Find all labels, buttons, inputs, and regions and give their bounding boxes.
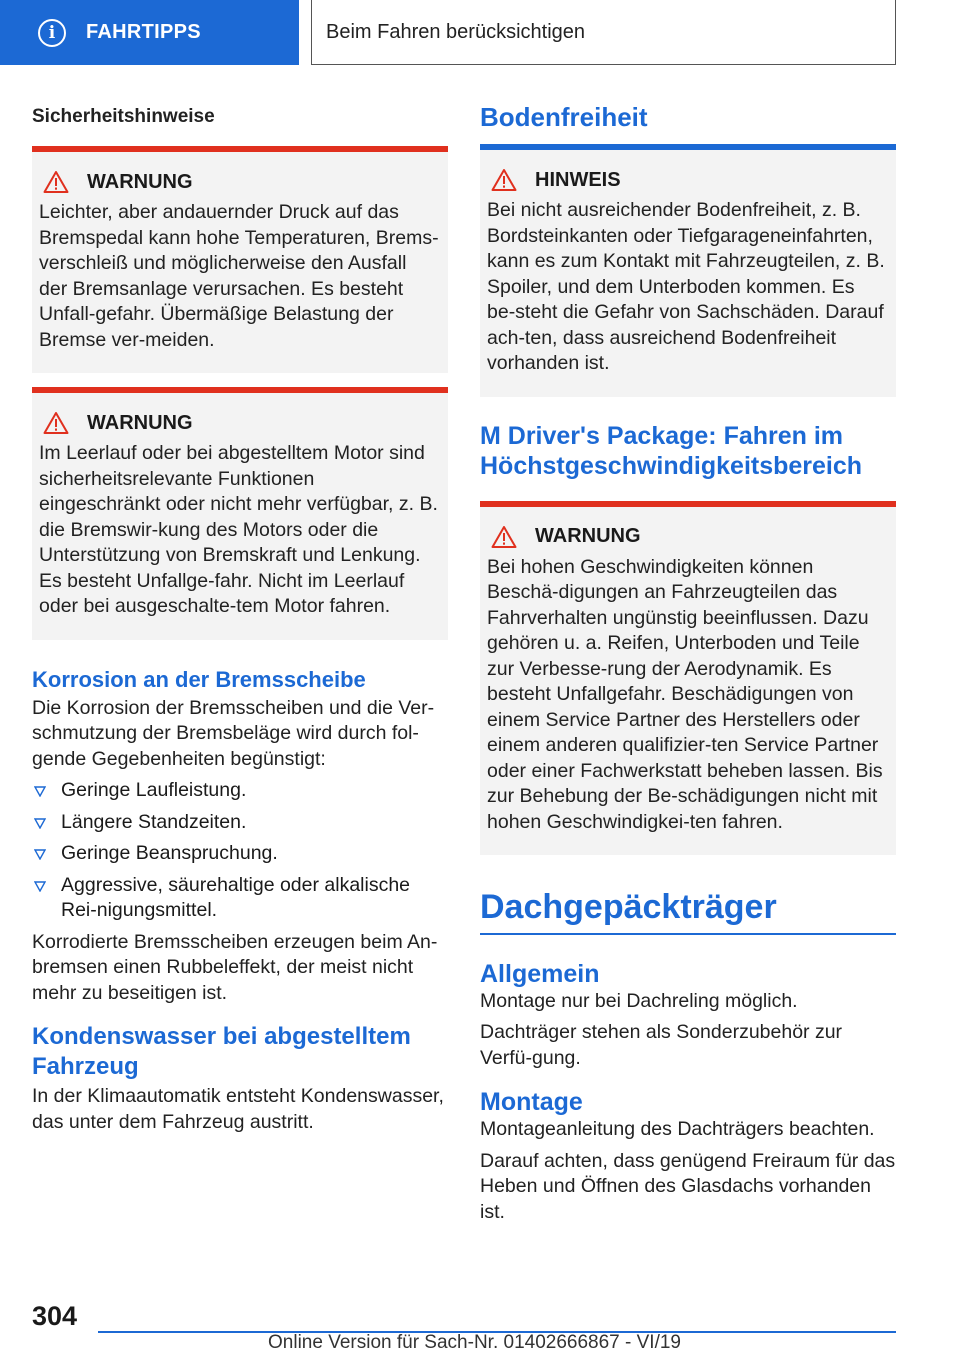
warning-triangle-icon xyxy=(43,411,69,435)
note-label: HINWEIS xyxy=(535,168,621,191)
warning-text: Im Leerlauf oder bei abgestelltem Motor sind sicherheitsrelevante Funktionen eingeschränkt oder nicht mehr verfügbar, z. B. die Bremswir-kung des Motors oder die Unterstützung von Bremskraft und Lenkung. Es besteht Unfallge-fahr. Nicht im Leerlauf oder bei ausgeschalte-tem Motor fahren. xyxy=(39,442,438,617)
chapter-tab-label: FAHRTIPPS xyxy=(86,21,201,43)
note-box xyxy=(480,144,896,397)
triangle-bullet-icon xyxy=(34,818,46,829)
warning-text: Leichter, aber andauernder Druck auf das Bremspedal kann hohe Temperaturen, Brems-verschleiß und möglicherweise den Ausfall der Bremsanlage verursachen. Es besteht Unfall-gefahr. Übermäßige Belastung der Bremse ver-meiden. xyxy=(39,201,439,351)
warning-box-2 xyxy=(32,387,448,640)
warning-triangle-icon xyxy=(43,170,69,194)
left-column xyxy=(32,100,448,1135)
info-icon: i xyxy=(38,19,66,47)
warning-triangle-icon xyxy=(491,168,517,192)
triangle-bullet-icon xyxy=(34,786,46,797)
footer-text: Online Version für Sach-Nr. 01402666867 - VI/19 xyxy=(268,1332,681,1353)
warning-title xyxy=(43,170,440,194)
warning-label: WARNUNG xyxy=(535,525,641,547)
triangle-bullet-icon xyxy=(34,849,46,860)
heading-m-drivers-package: M Driver's Package: Fahren im Höchstgeschwindigkeitsbereich xyxy=(480,421,863,480)
korrosion-list xyxy=(32,778,448,924)
allgemein-p2: Dachträger stehen als Sonderzubehör zur Verfü-gung. xyxy=(480,1021,843,1069)
heading-montage: Montage xyxy=(480,1088,583,1116)
list-item: Geringe Beanspruchung. xyxy=(32,841,448,867)
warning-label: WARNUNG xyxy=(87,411,193,434)
warning-box-3 xyxy=(480,501,896,856)
section-heading-safety: Sicherheitshinweise xyxy=(32,106,215,127)
heading-kondenswasser: Kondenswasser bei abgestelltem Fahrzeug xyxy=(32,1023,411,1080)
list-item: Geringe Laufleistung. xyxy=(32,778,448,804)
warning-triangle-icon xyxy=(491,525,517,549)
note-title xyxy=(491,168,888,192)
heading-korrosion: Korrosion an der Bremsscheibe xyxy=(32,666,366,692)
heading-allgemein: Allgemein xyxy=(480,959,600,988)
korrosion-outro: Korrodierte Bremsscheiben erzeugen beim An-bremsen einen Rubbeleffekt, der meist nicht mehr zu beseitigen ist. xyxy=(32,930,438,1004)
warning-title xyxy=(43,411,440,435)
triangle-bullet-icon xyxy=(34,881,46,892)
list-item: Längere Standzeiten. xyxy=(32,810,448,836)
allgemein-p1: Montage nur bei Dachreling möglich. xyxy=(480,989,798,1012)
warning-text: Bei hohen Geschwindigkeiten können Beschä-digungen an Fahrzeugteilen das Fahrverhalten ungünstig beeinflussen. Dazu gehören u. a. Reifen, Unterboden und Teile zur Verbesse-rung der Aerodynamik. Es besteht Unfallgefahr. Beschädigungen von einem Service Partner des Herstellers oder einem anderen qualifizier-ten Service Partner oder einer Fachwerkstatt beheben lassen. Bis zur Behebung der Be-schädigungen nicht mit hohen Geschwindigkei-ten fahren. xyxy=(487,555,883,833)
kondens-text: In der Klimaautomatik entsteht Kondenswasser, das unter dem Fahrzeug austritt. xyxy=(32,1085,444,1133)
chapter-tab[interactable] xyxy=(0,0,299,65)
list-item: Aggressive, säurehaltige oder alkalische Rei-nigungsmittel. xyxy=(32,873,448,924)
heading-dachgepaecktraeger: Dachgepäckträger xyxy=(480,888,777,926)
montage-p2: Darauf achten, dass genügend Freiraum für das Heben und Öffnen des Glasdachs vorhanden ist. xyxy=(480,1149,896,1223)
heading-rule xyxy=(480,933,896,935)
page-number: 304 xyxy=(32,1301,78,1331)
montage-p1: Montageanleitung des Dachträgers beachten. xyxy=(480,1118,875,1140)
heading-bodenfreiheit: Bodenfreiheit xyxy=(480,102,648,132)
breadcrumb[interactable]: Beim Fahren berücksichtigen xyxy=(311,0,896,65)
right-column xyxy=(480,100,896,1225)
warning-box-1 xyxy=(32,146,448,373)
note-text: Bei nicht ausreichender Bodenfreiheit, z. B. Bordsteinkanten oder Tiefgarageneinfahrten, kann es zum Kontakt mit Fahrzeugteilen, z. B. Spoiler, und dem Unterboden kommen. Es be-steht die Gefahr von Sachschäden. Darauf ach-ten, dass ausreichend Bodenfreiheit vorhanden ist. xyxy=(487,199,885,374)
korrosion-intro: Die Korrosion der Bremsscheiben und die Ver-schmutzung der Bremsbeläge wird durch fol-gende Gegebenheiten begünstigt: xyxy=(32,696,435,770)
warning-title xyxy=(491,525,888,549)
warning-label: WARNUNG xyxy=(87,170,193,193)
